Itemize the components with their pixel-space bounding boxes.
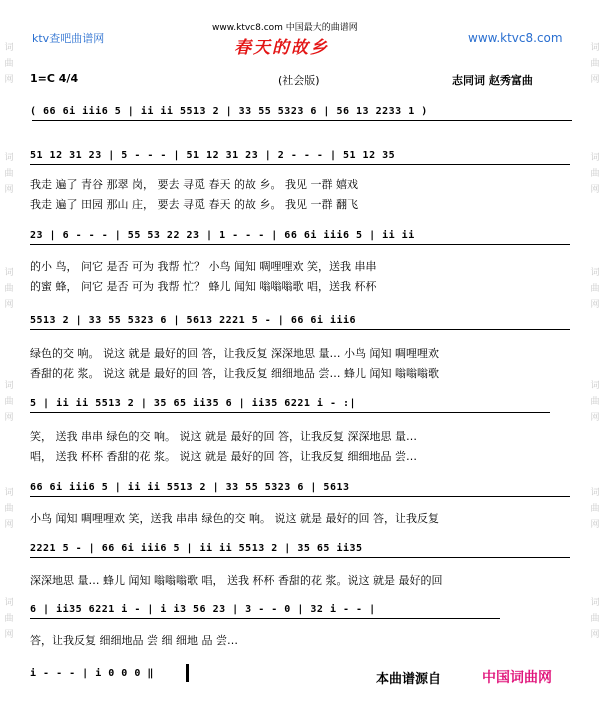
lyric-line: 笑， 送我 串串 绿色的交 响。 说这 就是 最好的回 答，让我反复 深深地思 量…: [30, 430, 417, 443]
watermark-text: 词曲网: [590, 268, 600, 310]
notation-line: 2221 5 - | 66 6i iii6 5 | ii ii 5513 2 | 35 65 ii35: [30, 543, 363, 554]
notation-line: 51 12 31 23 | 5 - - - | 51 12 31 23 | 2 - - - | 51 12 35: [30, 150, 396, 161]
notation-line: 23 | 6 - - - | 55 53 22 23 | 1 - - - | 66 6i iii6 5 | ii ii: [30, 230, 415, 241]
song-title: 春天的故乡: [234, 38, 329, 58]
lyric-line: 答，让我反复 细细地品 尝 细 细地 品 尝…: [30, 634, 238, 647]
left-watermark-column: [2, 0, 16, 716]
watermark-text: 词曲网: [590, 43, 600, 85]
lyric-line: 的小 鸟， 问它 是否 可为 我帮 忙？ 小鸟 闻知 啁哩哩欢 笑，送我 串串: [30, 260, 377, 273]
notation-line: 5513 2 | 33 55 5323 6 | 5613 2221 5 - | 66 6i iii6: [30, 315, 357, 326]
notation-line: 5 | ii ii 5513 2 | 35 65 ii35 6 | ii35 6221 i - :|: [30, 398, 357, 409]
watermark-text: 词曲网: [4, 598, 14, 640]
site-banner: www.ktvc8.com 中国最大的曲谱网: [212, 23, 358, 33]
notation-line: 6 | ii35 6221 i - | i i3 56 23 | 3 - - 0 | 32 i - - |: [30, 604, 376, 615]
watermark-text: 词曲网: [4, 43, 14, 85]
notation-line: i - - - | i 0 0 0 ‖: [30, 668, 154, 679]
beam-line: [30, 329, 570, 330]
watermark-text: 词曲网: [4, 488, 14, 530]
lyric-line: 小鸟 闻知 啁哩哩欢 笑，送我 串串 绿色的交 响。 说这 就是 最好的回 答，让我反复: [30, 512, 439, 525]
lyric-line: 我走 遍了 青谷 那翠 岗， 要去 寻觅 春天 的故 乡。 我见 一群 嬉戏: [30, 178, 358, 191]
watermark-text: 词曲网: [590, 488, 600, 530]
beam-line: [32, 120, 572, 121]
version-label: (社会版): [278, 74, 320, 87]
notation-line: 66 6i iii6 5 | ii ii 5513 2 | 33 55 5323 6 | 5613: [30, 482, 350, 493]
lyric-line: 唱， 送我 杯杯 香甜的花 浆。 说这 就是 最好的回 答，让我反复 细细地品 尝…: [30, 450, 417, 463]
beam-line: [30, 496, 570, 497]
lyric-line: 我走 遍了 田园 那山 庄， 要去 寻觅 春天 的故 乡。 我见 一群 翻飞: [30, 198, 358, 211]
watermark-text: 词曲网: [590, 381, 600, 423]
brand-link[interactable]: 中国词曲网: [482, 670, 552, 686]
watermark-text: 词曲网: [4, 268, 14, 310]
source-label: 本曲谱源自: [376, 672, 442, 687]
watermark-text: 词曲网: [590, 153, 600, 195]
lyric-line: 的蜜 蜂， 问它 是否 可为 我帮 忙？ 蜂儿 闻知 嗡嗡嗡歌 唱，送我 杯杯: [30, 280, 377, 293]
beam-line: [30, 557, 570, 558]
lyric-line: 深深地思 量… 蜂儿 闻知 嗡嗡嗡歌 唱， 送我 杯杯 香甜的花 浆。说这 就是 最好的回: [30, 574, 443, 587]
credits: 志同词 赵秀富曲: [452, 74, 533, 87]
lyric-line: 绿色的交 响。 说这 就是 最好的回 答，让我反复 深深地思 量… 小鸟 闻知 啁哩哩欢: [30, 347, 439, 360]
key-signature: 1=C 4/4: [30, 72, 79, 85]
site-link-left[interactable]: ktv查吧曲谱网: [32, 32, 105, 45]
right-watermark-column: [588, 0, 602, 716]
beam-line: [30, 164, 570, 165]
beam-line: [30, 412, 550, 413]
final-barline: [186, 664, 189, 682]
watermark-text: 词曲网: [4, 381, 14, 423]
site-link-right[interactable]: www.ktvc8.com: [468, 31, 563, 45]
beam-line: [30, 244, 570, 245]
beam-line: [30, 618, 500, 619]
watermark-text: 词曲网: [590, 598, 600, 640]
watermark-text: 词曲网: [4, 153, 14, 195]
lyric-line: 香甜的花 浆。 说这 就是 最好的回 答，让我反复 细细地品 尝… 蜂儿 闻知 嗡嗡嗡歌: [30, 367, 439, 380]
notation-line: ( 66 6i iii6 5 | ii ii 5513 2 | 33 55 5323 6 | 56 13 2233 1 ): [30, 106, 428, 117]
